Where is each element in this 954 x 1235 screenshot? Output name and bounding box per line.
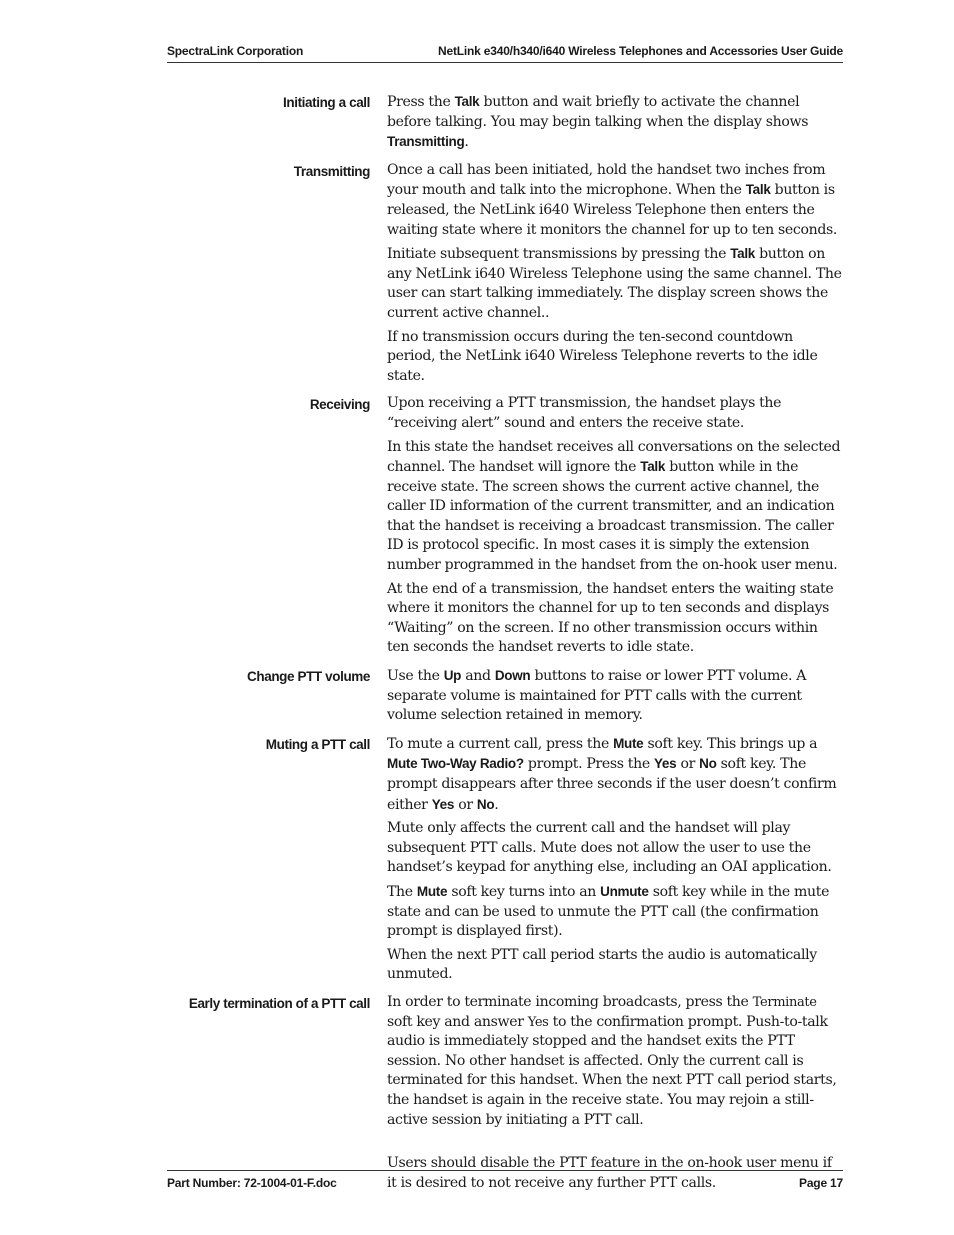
section-transmitting [167,161,843,391]
key-label: Up [443,668,462,684]
page-header [167,40,843,63]
paragraph: At the end of a transmission, the handset enters the waiting state where it monitors the channel for up to ten seconds and displays “Waiting” on the screen. If no other transmission occurs within ten seconds the handset reverts to idle state. [387,580,834,656]
key-label: Talk [745,182,771,198]
key-label: Unmute [600,883,649,899]
key-label: Yes [527,1014,549,1030]
section-body [387,394,843,662]
display-text: Transmitting [387,134,465,150]
key-label: Mute [416,883,448,899]
key-label: No [699,756,717,772]
section-early-termination [167,993,843,1197]
key-label: Talk [454,94,480,109]
section-muting [167,734,843,989]
paragraph: Use the Up and Down buttons to raise or lower PTT volume. A separate volume is maintained for PTT calls with the current volume selection retained in memory. [387,668,807,724]
section-body [387,92,843,157]
paragraph: To mute a current call, press the Mute soft key. This brings up a Mute Two-Way Radio? prompt. Press the Yes or No soft key. The prompt disappears after three seconds if the user doesn’t confirm either Yes or No. [387,735,837,813]
key-label: Yes [653,756,677,772]
key-label: No [476,796,495,812]
paragraph: Press the Talk button and wait briefly to activate the channel before talking. You may begin talking when the display shows Transmitting. [387,94,809,151]
header-company: SpectraLink Corporation [167,44,304,58]
section-label: Early termination of a PTT call [188,995,370,1011]
section-body [387,993,843,1197]
paragraph: The Mute soft key turns into an Unmute soft key while in the mute state and can be used to unmute the PTT call (the confirmation prompt is displayed first). [387,883,830,940]
key-label: Down [494,668,531,684]
key-label: Yes [431,796,455,812]
paragraph: Mute only affects the current call and the handset will play subsequent PTT calls. Mute does not allow the user to use the handset’s keypad for anything else, including an OAI application. [387,820,832,876]
page-footer [167,1170,843,1195]
paragraph: Initiate subsequent transmissions by pressing the Talk button on any NetLink i640 Wireless Telephone using the same channel. The user can start talking immediately. The display screen shows the current active channel.. [387,246,842,321]
section-volume [167,666,843,730]
key-label: Mute [613,735,644,751]
section-body [387,161,843,391]
section-label: Receiving [309,397,370,413]
display-text: Mute Two-Way Radio? [387,756,524,772]
paragraph: In order to terminate incoming broadcasts, press the Terminate soft key and answer Yes to the confirmation prompt. Push-to-talk audio is immediately stopped and the handset exits the PTT session. No other handset is affected. Only the current call is terminated for this handset. When the next PTT call period starts, the handset is again in the receive state. You may rejoin a still-active session by initiating a PTT call. [387,993,837,1128]
section-body [387,666,843,730]
section-receiving [167,394,843,662]
paragraph: Once a call has been initiated, hold the handset two inches from your mouth and talk into the microphone. When the Talk button is released, the NetLink i640 Wireless Telephone then enters the waiting state where it monitors the channel for up to ten seconds. [387,161,837,238]
footer-page-number: Page 17 [799,1176,843,1190]
section-label: Transmitting [293,163,370,179]
page-content [167,92,843,1201]
key-label: Talk [640,459,666,475]
footer-part-number: Part Number: 72-1004-01-F.doc [167,1176,337,1190]
section-initiating [167,92,843,157]
paragraph: Upon receiving a PTT transmission, the handset plays the “receiving alert” sound and enters the receive state. [387,395,782,431]
paragraph: If no transmission occurs during the ten-second countdown period, the NetLink i640 Wireless Telephone reverts to the idle state. [387,328,818,384]
section-body [387,734,843,989]
section-label: Muting a PTT call [265,736,370,752]
header-title: NetLink e340/h340/i640 Wireless Telephones and Accessories User Guide [438,44,843,58]
section-label: Change PTT volume [247,669,370,685]
section-label: Initiating a call [283,95,370,110]
paragraph: In this state the handset receives all conversations on the selected channel. The handset will ignore the Talk button while in the receive state. The screen shows the current active channel, the caller ID information of the current transmitter, and an indication that the handset is receiving a broadcast transmission. The caller ID is protocol specific. In most cases it is simply the extension number programmed in the handset from the on-hook user menu. [387,438,841,574]
key-label: Talk [730,246,755,262]
key-label: Terminate [752,994,817,1010]
paragraph: When the next PTT call period starts the audio is automatically unmuted. [387,946,817,983]
paragraph: Users should disable the PTT feature in the on-hook user menu if it is desired to not receive any further PTT calls. [387,1155,832,1191]
